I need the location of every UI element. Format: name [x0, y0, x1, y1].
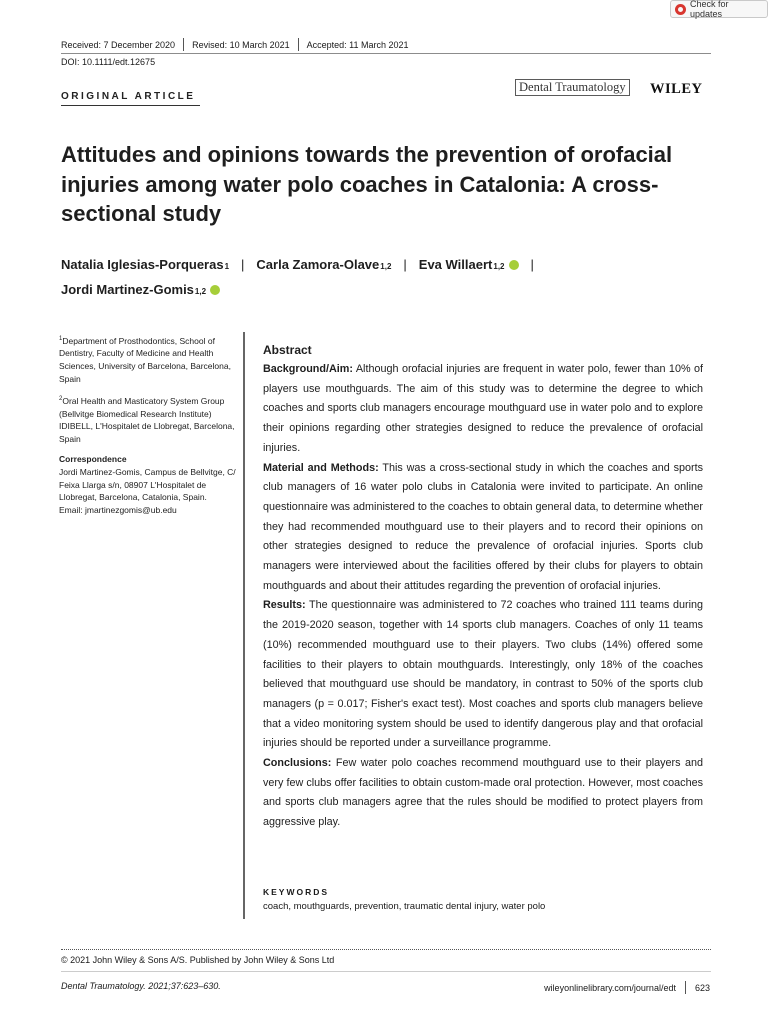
footer-dotted-rule — [61, 949, 711, 950]
revised-date: Revised: 10 March 2021 — [192, 39, 290, 50]
affiliation-number: 2 — [59, 396, 63, 403]
check-for-updates-button[interactable] — [670, 0, 768, 18]
abstract-section-text: The questionnaire was administered to 72 coaches who trained 111 teams during the 2019-2020 season, together with 14 sports club managers. Coaches of only 11 teams (10%) recommended mouthguard use to their players. Two clubs (14%) offered some facilities to their players to obtain mouthguards. Interestingly, only 18% of the coaches believed that mouthguard use should be mandatory, in contrast to 50% of the sports club managers (p = 0.017; Fisher's exact test). Most coaches and sports club managers believe that a video monitoring system should be used to identify dangerous play and that orofacial injuries should be reported under a surveillance programme. — [263, 599, 703, 750]
crossmark-icon — [675, 4, 686, 15]
author-separator: | — [241, 257, 245, 272]
affiliation-number: 1 — [59, 336, 63, 342]
doi[interactable]: DOI: 10.1111/edt.12675 — [61, 57, 156, 67]
footer-rule — [61, 971, 711, 972]
abstract-section-label: Results: — [263, 599, 306, 612]
abstract-title: Abstract — [263, 343, 312, 357]
author-affiliation: 1 — [224, 262, 230, 271]
divider — [685, 981, 686, 994]
author-affiliation: 1,2 — [380, 262, 392, 271]
abstract-side-rule — [243, 332, 245, 919]
abstract-section — [263, 459, 703, 597]
affiliation-text: Oral Health and Masticatory System Group (Bellvitge Biomedical Research Institute) IDIBELL, L'Hospitalet de Llobregat, Barcelona, Spain — [59, 396, 235, 444]
received-date: Received: 7 December 2020 — [61, 39, 176, 50]
divider — [298, 38, 299, 51]
journal-logo: Dental Traumatology — [515, 79, 630, 96]
affiliation — [59, 333, 239, 385]
affiliation-text: Department of Prosthodontics, School of Dentistry, Faculty of Medicine and Health Sciences, University of Barcelona, Barcelona, Spain — [59, 335, 231, 384]
article-type: ORIGINAL ARTICLE — [61, 91, 196, 102]
author-separator: | — [530, 257, 534, 272]
divider — [183, 38, 184, 51]
correspondence-label: Correspondence — [59, 454, 127, 465]
author-affiliation: 1,2 — [493, 262, 505, 271]
abstract-section-text: Few water polo coaches recommend mouthguard use to their players and very few clubs offer facilities to obtain custom-made oral protection. However, most coaches and sports club managers agree that the rules should be modified to protect players from aggressive play. — [263, 757, 703, 829]
publisher-logo: WILEY — [650, 81, 703, 97]
copyright-notice: © 2021 John Wiley & Sons A/S. Published by John Wiley & Sons Ltd — [61, 955, 335, 965]
orcid-icon[interactable] — [509, 260, 519, 270]
author-name[interactable]: Carla Zamora-Olave — [256, 257, 380, 272]
abstract-section-text: Although orofacial injuries are frequent in water polo, fewer than 10% of players use mouthguards. The aim of this study was to determine the degree to which coaches and sports club managers encourage mouthguard use in water polo and to explore their opinions regarding other strategies designed to reduce the prevalence of orofacial injuries. — [263, 363, 704, 454]
article-type-underline — [61, 105, 200, 106]
keywords-text: coach, mouthguards, prevention, traumatic dental injury, water polo — [263, 901, 546, 912]
article-history — [61, 38, 409, 51]
author-name[interactable]: Jordi Martinez-Gomis — [61, 282, 194, 297]
orcid-icon[interactable] — [210, 285, 220, 295]
abstract-section-label: Background/Aim: — [263, 363, 353, 375]
abstract — [263, 340, 703, 833]
journal-citation: Dental Traumatology. 2021;37:623–630. — [61, 981, 221, 991]
footer-right — [544, 981, 710, 994]
abstract-section-label: Material and Methods: — [263, 461, 379, 474]
affiliations-column — [59, 333, 239, 516]
abstract-section-label: Conclusions: — [263, 757, 332, 770]
page-number: 623 — [694, 982, 710, 993]
abstract-section — [263, 360, 703, 459]
accepted-date: Accepted: 11 March 2021 — [306, 39, 409, 50]
author-affiliation: 1,2 — [194, 287, 207, 296]
correspondence-address: Jordi Martinez-Gomis, Campus de Bellvitge, C/ Feixa Llarga s/n, 08907 L'Hospitalet de Llobregat, Barcelona, Catalonia, Spain. — [59, 467, 236, 503]
author-list — [61, 282, 220, 297]
affiliation — [59, 393, 239, 445]
correspondence-email[interactable]: Email: jmartinezgomis@ub.edu — [59, 504, 177, 515]
check-for-updates-label: Check for updates — [690, 0, 729, 19]
article-title: Attitudes and opinions towards the prevention of orofacial injuries among water polo coaches in Catalonia: A cross-sectional study — [61, 142, 673, 226]
author-separator: | — [403, 257, 407, 272]
author-name[interactable]: Eva Willaert — [418, 257, 493, 272]
abstract-section-text: This was a cross-sectional study in which the coaches and sports club managers of 16 water polo clubs in Catalonia were invited to participate. An online questionnaire was administered to the coaches to obtain general data, to determine whether they had recommended mouthguard use to their players and to record their opinions on other strategies designed to reduce the prevalence of orofacial injuries. Sports club managers were interviewed about the facilities offered by their clubs for players to obtain mouthguards and about their attitudes regarding the prevention of orofacial injuries. — [263, 461, 704, 592]
header-rule — [61, 53, 711, 54]
abstract-section — [263, 754, 703, 833]
author-name[interactable]: Natalia Iglesias-Porqueras — [61, 257, 224, 272]
author-list — [61, 257, 546, 272]
keywords-label: KEYWORDS — [263, 887, 330, 897]
abstract-section — [263, 596, 703, 754]
journal-url[interactable]: wileyonlinelibrary.com/journal/edt — [544, 982, 676, 993]
